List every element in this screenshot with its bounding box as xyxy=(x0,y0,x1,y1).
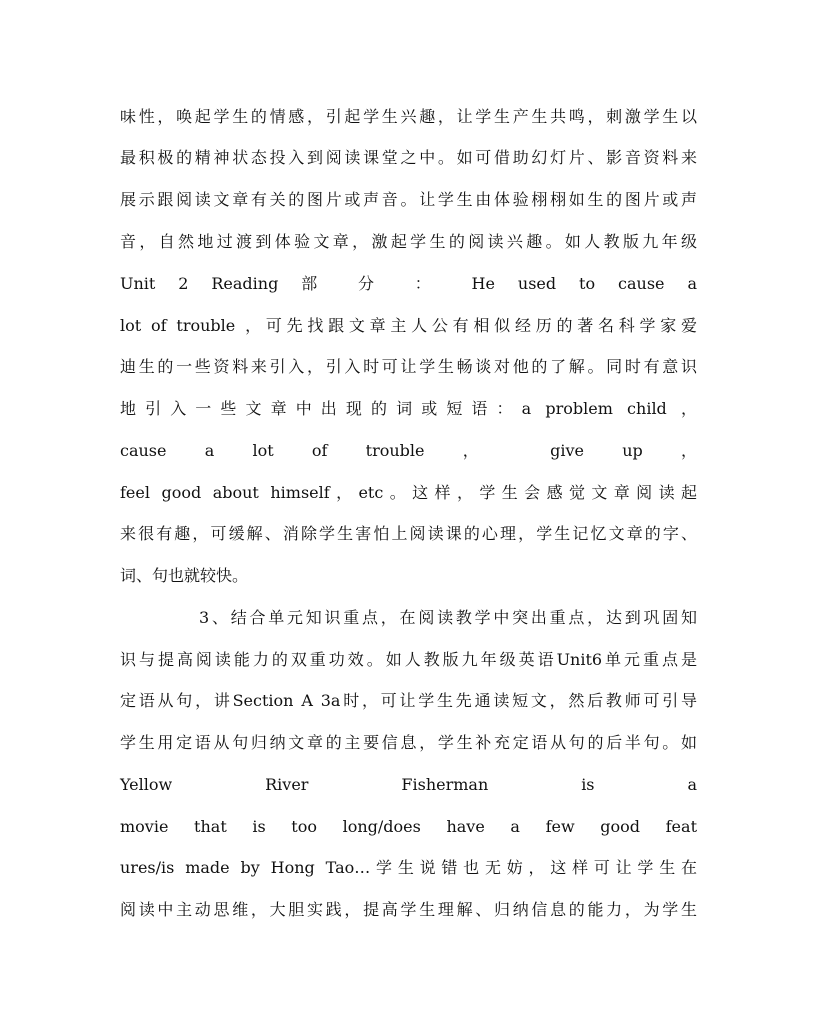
text-line: 词、句也就较快。 xyxy=(120,566,249,585)
text-line: feel good about himself，etc。这样，学生会感觉文章阅读起 xyxy=(120,483,697,502)
text-line: Unit 2 Reading 部 分 ： He used to cause a xyxy=(120,274,697,293)
text-line: 音，自然地过渡到体验文章，激起学生的阅读兴趣。如人教版九年级 xyxy=(120,232,697,251)
text-line: cause a lot of trouble ， give up ， xyxy=(120,441,697,460)
text-line: 定语从句，讲Section A 3a时，可让学生先通读短文，然后教师可引导 xyxy=(120,691,697,710)
text-line: 味性，唤起学生的情感，引起学生兴趣，让学生产生共鸣，刺激学生以 xyxy=(120,107,697,126)
text-line: Yellow River Fisherman is a xyxy=(120,775,697,794)
paragraph-first-line: 3、结合单元知识重点，在阅读教学中突出重点，达到巩固知 xyxy=(199,608,697,627)
text-line: ures/is made by Hong Tao…学生说错也无妨，这样可让学生在 xyxy=(120,858,697,877)
text-line: 来很有趣，可缓解、消除学生害怕上阅读课的心理，学生记忆文章的字、 xyxy=(120,524,697,543)
text-line: 地引入一些文章中出现的词或短语：a problem child ， xyxy=(120,399,697,418)
text-line: 识与提高阅读能力的双重功效。如人教版九年级英语Unit6单元重点是 xyxy=(120,650,697,669)
text-line: 最积极的精神状态投入到阅读课堂之中。如可借助幻灯片、影音资料来 xyxy=(120,148,697,167)
text-line: 阅读中主动思维，大胆实践，提高学生理解、归纳信息的能力，为学生 xyxy=(120,900,697,919)
text-line: lot of trouble ，可先找跟文章主人公有相似经历的著名科学家爱 xyxy=(120,316,697,335)
text-line: 展示跟阅读文章有关的图片或声音。让学生由体验栩栩如生的图片或声 xyxy=(120,190,697,209)
text-line: 迪生的一些资料来引入，引入时可让学生畅谈对他的了解。同时有意识 xyxy=(120,357,697,376)
text-line: movie that is too long/does have a few good feat xyxy=(120,817,697,836)
text-line: 学生用定语从句归纳文章的主要信息，学生补充定语从句的后半句。如 xyxy=(120,733,697,752)
